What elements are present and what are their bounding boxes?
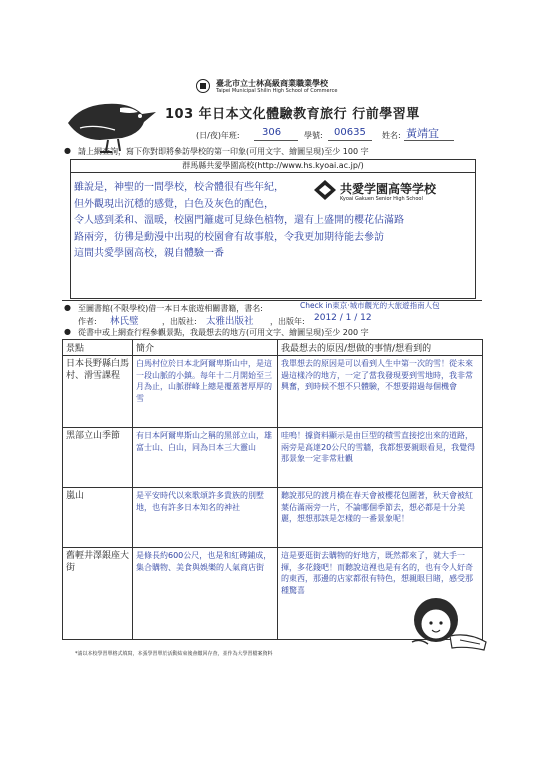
brief-cell: 是平安時代以來歌頌許多貴族的別墅地，也有許多日本知名的神社 — [133, 488, 278, 548]
column-header: 簡介 — [133, 340, 278, 356]
class-underline — [254, 140, 298, 141]
class-value: 306 — [262, 127, 282, 138]
girl-illustration — [400, 592, 490, 654]
publisher-value: 太雅出版社 — [206, 316, 254, 327]
section3-prompt: 從書中或上網查行程參觀景點，我最想去的地方(可用文字、繪圖呈現)至少 200 字 — [78, 328, 369, 337]
table-header-row — [63, 340, 483, 356]
section3-bullet: ● — [64, 327, 71, 336]
section1-bullet: ● — [64, 146, 71, 155]
year-label: ，出版年: — [270, 317, 305, 326]
section2-bullet: ● — [64, 303, 71, 312]
table-row — [63, 356, 483, 428]
column-header: 我最想去的原因/想做的事情/想看到的 — [278, 340, 483, 356]
book-title: Check in東京·城市觀光的大旅遊指南人包 — [300, 301, 440, 310]
target-school-heading: 群馬縣共愛學園高校(http://www.hs.kyoai.ac.jp/) — [71, 160, 475, 173]
student-id-label: 學號: — [304, 131, 323, 140]
student-id-value: 00635 — [334, 127, 366, 138]
impression-line: 令人感到柔和、溫暖，校園門籬處可見綠色植物，還有上盛開的櫻花佔滿路 — [74, 215, 404, 226]
impression-line: 路兩旁，彷彿是動漫中出現的校園會有故事般，令我更加期待能去參訪 — [74, 231, 384, 243]
column-header: 景點 — [63, 340, 133, 356]
impression-line: 雖說是，神聖的一間學校，校舍體很有些年紀， — [74, 182, 284, 193]
worksheet-title: 103 年日本文化體驗教育旅行 行前學習單 — [165, 107, 420, 122]
spot-cell: 黑部立山季節 — [63, 428, 133, 488]
table-row — [63, 428, 483, 488]
reason-cell: 我單想去的原因是可以看到人生中第一次的雪！從未來過這樣冷的地方，一定了當我發現要到雪地時，我非常興奮，到時候不想不只體驗，不想要錯過每個機會 — [278, 356, 483, 428]
impression-line: 但外觀現出沉穩的感覺，白色及灰色的配色， — [74, 198, 274, 210]
section2-prompt: 至圖書館(不限學校)借一本日本旅遊相關書籍，書名: — [78, 304, 263, 313]
school-name-zh: 臺北市立士林高級商業職業學校 — [216, 79, 328, 88]
reason-cell: 哇嗚！據資料顯示是由巨型的積雪直接挖出來的道路，兩旁是高達20公尺的雪牆，我都想要親眼看見，我覺得那景象一定非常壯觀 — [278, 428, 483, 488]
brief-cell: 有日本阿爾卑斯山之稱的黑部立山，雄富士山、白山，同為日本三大靈山 — [133, 428, 278, 488]
footnote: *請以本校學習單格式填寫，本張學習單於活動結束後會繳回存查，並作為大學習檔案資料 — [75, 651, 273, 657]
author-label: 作者: — [78, 317, 97, 326]
brief-cell: 白馬村位於日本北阿爾卑斯山中，是這一段山脈的小鎮。每年十二月開始至三月為止，山脈群峰上總是覆蓋著厚厚的雪 — [133, 356, 278, 428]
spot-cell: 舊輕井澤銀座大街 — [63, 548, 133, 640]
class-label: (日/夜)年班: — [196, 131, 240, 140]
impression-text — [74, 180, 470, 263]
spot-cell: 嵐山 — [63, 488, 133, 548]
school-name-en: Taipei Municipal Shilin High School of Commerce — [216, 88, 338, 94]
reason-cell: 聽說那兒的渡月橋在春天會被櫻花包圍著，秋天會被紅葉佔滿兩旁一片，不論哪個季節去，想必都是十分美麗，想想那該是怎樣的一番景象呢！ — [278, 488, 483, 548]
table-row — [63, 488, 483, 548]
student-name-underline — [404, 140, 454, 141]
spot-cell: 日本長野縣白馬村、滑雪課程 — [63, 356, 133, 428]
kyoai-name-en: Kyoai Gakuen Senior High School — [340, 196, 423, 202]
section1-prompt: 請上網查詢，寫下你對即將參訪學校的第一印象(可用文字、繪圖呈現)至少 100 字 — [78, 147, 369, 156]
brief-cell: 是條長約600公尺，也是和紅磚鋪成，集合購物、美食與娛樂的人氣商店街 — [133, 548, 278, 640]
student-name-value: 黃靖宜 — [406, 127, 439, 140]
student-name-label: 姓名: — [382, 131, 401, 140]
publisher-label: ，出版社: — [162, 317, 197, 326]
school-emblem-icon — [196, 78, 210, 94]
kyoai-name-zh: 共愛学園高等学校 — [340, 182, 437, 196]
author-value: 林氏璧 — [110, 316, 139, 327]
year-value: 2012 / 1 / 12 — [314, 313, 372, 323]
student-id-underline — [328, 140, 372, 141]
impression-line: 這間共愛學園高校，親自體驗一番 — [74, 248, 224, 259]
reason-cell: 這是要逛街去購物的好地方，既然都來了，就大手一揮，多花錢吧！而聽說這裡也是有名的，也有令人好奇的東西，那邊的店家都很有特色，想親眼目睹，感受那種驚喜 — [278, 548, 483, 640]
